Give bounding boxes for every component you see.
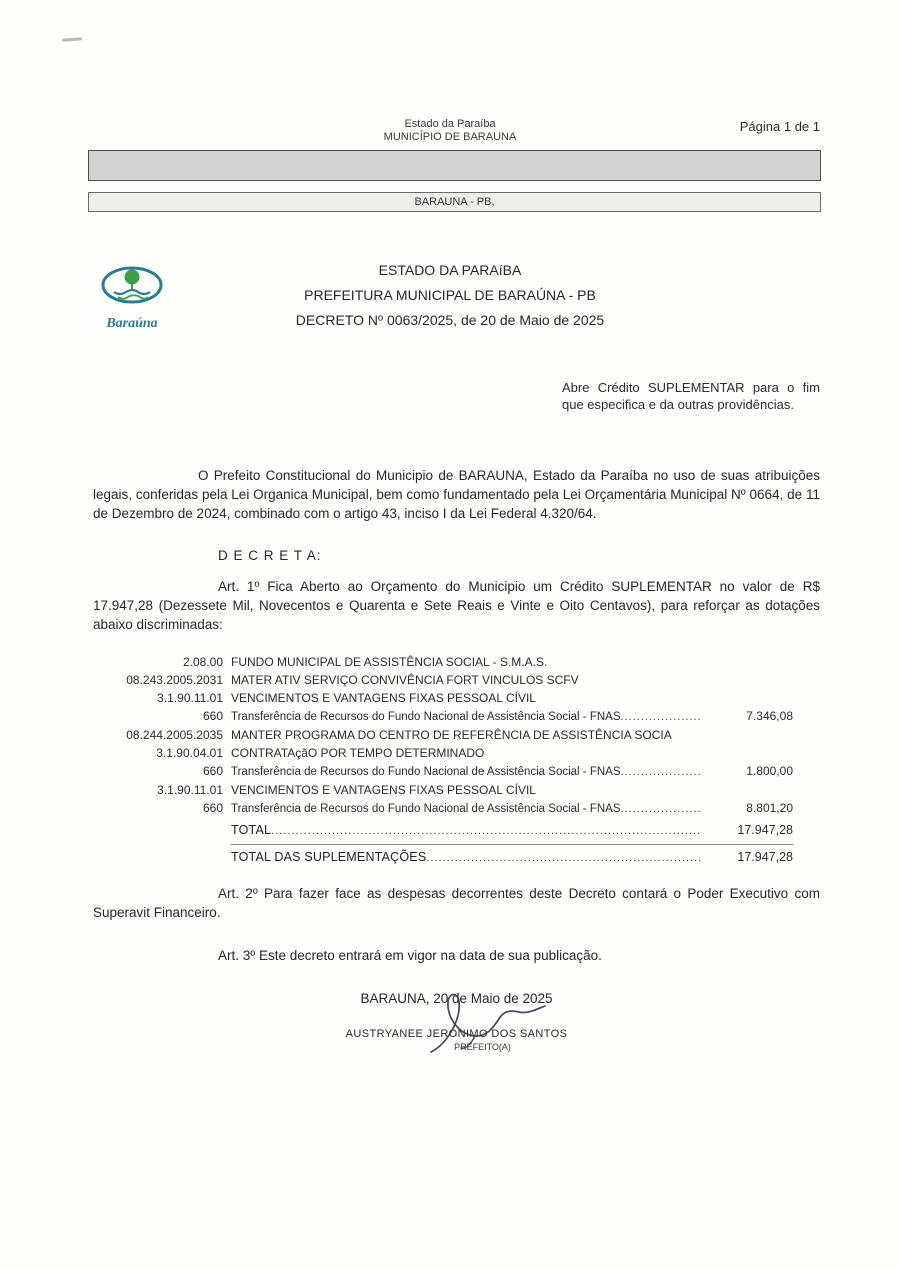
budget-row xyxy=(93,726,793,744)
preamble-paragraph: O Prefeito Constitucional do Municipio de BARAUNA, Estado da Paraíba no uso de suas atribuições legais, conferidas pela Lei Organica Municipal, bem como fundamentado pela Lei Orçamentária Municipal Nº 0664, de 11 de Dezembro de 2024, combinado com o artigo 43, inciso I da Lei Federal 4.320/64. xyxy=(93,468,820,521)
budget-code: 3.1.90.11.01 xyxy=(157,691,223,705)
budget-code: 08.244.2005.2035 xyxy=(126,728,223,742)
signer-role: PREFEITO(A) xyxy=(454,1042,511,1052)
signature-block xyxy=(93,1028,820,1052)
budget-code: 660 xyxy=(202,764,223,778)
dot-leader xyxy=(620,763,701,781)
totals-divider xyxy=(231,844,793,845)
dot-leader xyxy=(620,800,701,818)
dot-leader xyxy=(620,708,701,726)
budget-description: Transferência de Recursos do Fundo Nacional de Assistência Social - FNAS xyxy=(231,766,621,778)
article-2: Art. 2º Para fazer face as despesas decorrentes deste Decreto contará o Poder Executivo com Superavit Financeiro. xyxy=(93,886,820,920)
budget-code: 3.1.90.04.01 xyxy=(156,746,223,760)
heading-prefeitura: PREFEITURA MUNICIPAL DE BARAÚNA - PB xyxy=(304,287,596,303)
budget-description: CONTRATAçãO POR TEMPO DETERMINADO xyxy=(231,746,485,760)
ementa-summary: Abre Crédito SUPLEMENTAR para o fim que especifica e da outras providências. xyxy=(562,380,820,412)
budget-row xyxy=(93,653,793,671)
budget-row xyxy=(93,781,793,799)
logo-label: Baraúna xyxy=(106,316,158,331)
stamp-box: BARAUNA - PB, xyxy=(88,192,821,212)
budget-code: 660 xyxy=(202,801,223,815)
municipality-logo xyxy=(96,264,168,332)
budget-description: VENCIMENTOS E VANTAGENS FIXAS PESSOAL CÍVIL xyxy=(231,783,536,797)
budget-row xyxy=(93,707,793,726)
dot-leader xyxy=(271,821,701,841)
budget-description: VENCIMENTOS E VANTAGENS FIXAS PESSOAL CÍVIL xyxy=(231,691,536,705)
budget-description: MATER ATIV SERVIÇO CONVIVÊNCIA FORT VINCULOS SCFV xyxy=(231,673,579,687)
budget-listing xyxy=(93,653,793,868)
article-1: Art. 1º Fica Aberto ao Orçamento do Municipio um Crédito SUPLEMENTAR no valor de R$ 17.947,28 (Dezessete Mil, Novecentos e Quarenta e Sete Reais e Vinte e Oito Centavos), para reforçar as dotações abaixo discriminadas: xyxy=(93,579,820,632)
heading-state: ESTADO DA PARAíBA xyxy=(378,262,522,278)
total-row xyxy=(93,820,793,841)
signer-name: AUSTRYANEE JERONIMO DOS SANTOS xyxy=(345,1028,568,1040)
budget-row xyxy=(93,744,793,762)
total-suplementacoes-row xyxy=(93,847,793,868)
gray-header-box xyxy=(88,150,821,181)
heading-decreto-number: DECRETO Nº 0063/2025, de 20 de Maio de 2025 xyxy=(295,312,605,328)
total-value: 17.947,28 xyxy=(737,823,793,837)
dot-leader xyxy=(426,848,701,868)
budget-description: Transferência de Recursos do Fundo Nacional de Assistência Social - FNAS xyxy=(231,803,621,815)
budget-code: 2.08.00 xyxy=(182,655,223,669)
budget-row xyxy=(93,689,793,707)
budget-description: MANTER PROGRAMA DO CENTRO DE REFERÊNCIA DE ASSISTÊNCIA SOCIA xyxy=(231,728,672,742)
budget-code: 660 xyxy=(202,709,223,723)
budget-value: 8.801,20 xyxy=(746,801,793,815)
page-number: Página 1 de 1 xyxy=(739,119,820,134)
total-suplementacoes-label: TOTAL DAS SUPLEMENTAÇÕES xyxy=(231,850,427,864)
date-line: BARAUNA, 20 de Maio de 2025 xyxy=(360,991,553,1006)
document-body xyxy=(93,379,820,1052)
scan-header-state: Estado da Paraíba xyxy=(404,118,496,130)
budget-code: 3.1.90.11.01 xyxy=(157,783,223,797)
decreta-heading: D E C R E T A: xyxy=(218,548,322,563)
total-suplementacoes-value: 17.947,28 xyxy=(737,850,793,864)
budget-description: FUNDO MUNICIPAL DE ASSISTÊNCIA SOCIAL - S.M.A.S. xyxy=(231,655,548,669)
municipality-logo-icon xyxy=(100,264,164,310)
total-label: TOTAL xyxy=(231,823,272,837)
scan-header-municipio: MUNICÍPIO DE BARAUNA xyxy=(383,131,517,143)
budget-description: Transferência de Recursos do Fundo Nacional de Assistência Social - FNAS xyxy=(231,711,621,723)
budget-value: 1.800,00 xyxy=(746,764,793,778)
article-3: Art. 3º Este decreto entrará em vigor na data de sua publicação. xyxy=(218,948,602,963)
budget-row xyxy=(93,799,793,818)
budget-value: 7.346,08 xyxy=(746,709,793,723)
budget-row xyxy=(93,762,793,781)
budget-code: 08.243.2005.2031 xyxy=(126,673,223,687)
budget-row xyxy=(93,671,793,689)
